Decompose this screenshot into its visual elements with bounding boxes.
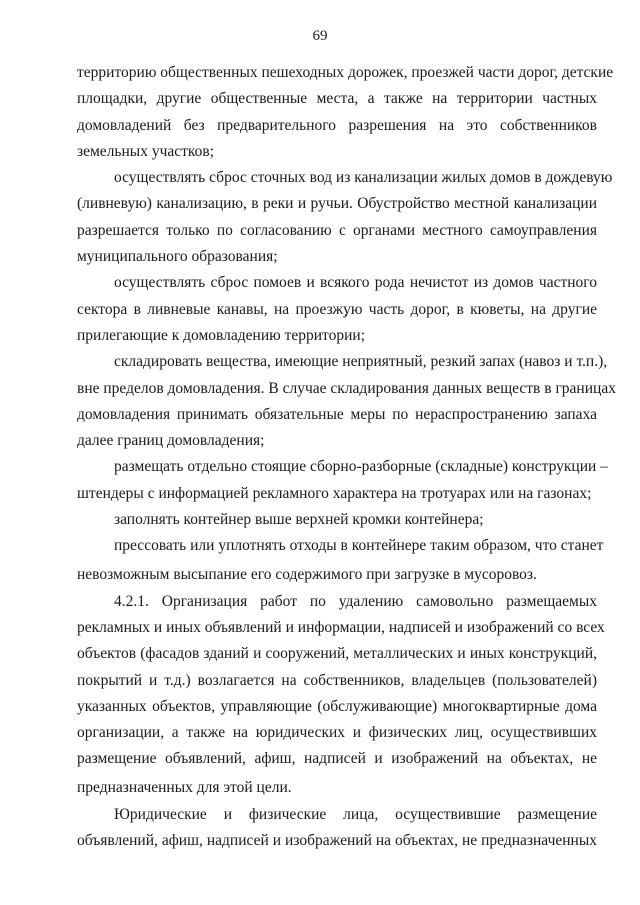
body-text [77, 60, 616, 854]
text-line: объявлений, афиш, надписей и изображений на объектах, не предназначенных [77, 832, 597, 850]
text-line: разрешается только по согласованию с органами местного самоуправления [77, 221, 597, 239]
text-line: покрытий и т.д.) возлагается на собственников, владельцев (пользователей) [77, 671, 597, 689]
text-line: домовладений без предварительного разрешения на это собственников [77, 116, 597, 134]
text-line: объектов (фасадов зданий и сооружений, металлических и иных конструкций, [77, 645, 597, 663]
text-line: (ливневую) канализацию, в реки и ручьи. Обустройство местной канализации [77, 195, 597, 213]
text-line: 4.2.1. Организация работ по удалению самовольно размещаемых [114, 592, 597, 610]
text-line: сектора в ливневые канавы, на проезжую часть дорог, в кюветы, на другие [77, 300, 597, 318]
text-line: осуществлять сброс сточных вод из канализации жилых домов в дождевую [114, 169, 613, 187]
text-line: домовладения принимать обязательные меры по нераспространению запаха [77, 405, 597, 423]
text-line: рекламных и иных объявлений и информации, надписей и изображений со всех [77, 618, 605, 636]
text-line: размещать отдельно стоящие сборно-разборные (складные) конструкции – [114, 458, 608, 476]
text-line: организации, а также на юридических и физических лиц, осуществивших [77, 724, 597, 742]
text-line: невозможным высыпание его содержимого при загрузке в мусоровоз. [77, 565, 537, 583]
text-line: Юридические и физические лица, осуществившие размещение [114, 805, 597, 823]
text-line: прилегающие к домовладению территории; [77, 326, 366, 344]
text-line: штендеры с информацией рекламного характера на тротуарах или на газонах; [77, 484, 592, 502]
text-line: предназначенных для этой цели. [77, 778, 292, 796]
text-line: площадки, другие общественные места, а также на территории частных [77, 90, 597, 108]
text-line: прессовать или уплотнять отходы в контейнере таким образом, что станет [114, 537, 604, 555]
text-line: складировать вещества, имеющие неприятный, резкий запах (навоз и т.п.), [114, 353, 608, 371]
text-line: вне пределов домовладения. В случае складирования данных веществ в границах [77, 379, 616, 397]
text-line: далее границ домовладения; [77, 432, 265, 450]
page-number: 69 [312, 28, 328, 44]
text-line: заполнять контейнер выше верхней кромки контейнера; [114, 511, 484, 529]
text-line: территорию общественных пешеходных дорожек, проезжей части дорог, детские [77, 64, 614, 81]
text-line: муниципального образования; [77, 248, 278, 266]
text-line: указанных объектов, управляющие (обслуживающие) многоквартирные дома [77, 697, 597, 715]
text-line: земельных участков; [77, 142, 215, 160]
text-line: размещение объявлений, афиш, надписей и изображений на объектах, не [77, 750, 597, 768]
text-line: осуществлять сброс помоев и всякого рода нечистот из домов частного [114, 274, 597, 292]
